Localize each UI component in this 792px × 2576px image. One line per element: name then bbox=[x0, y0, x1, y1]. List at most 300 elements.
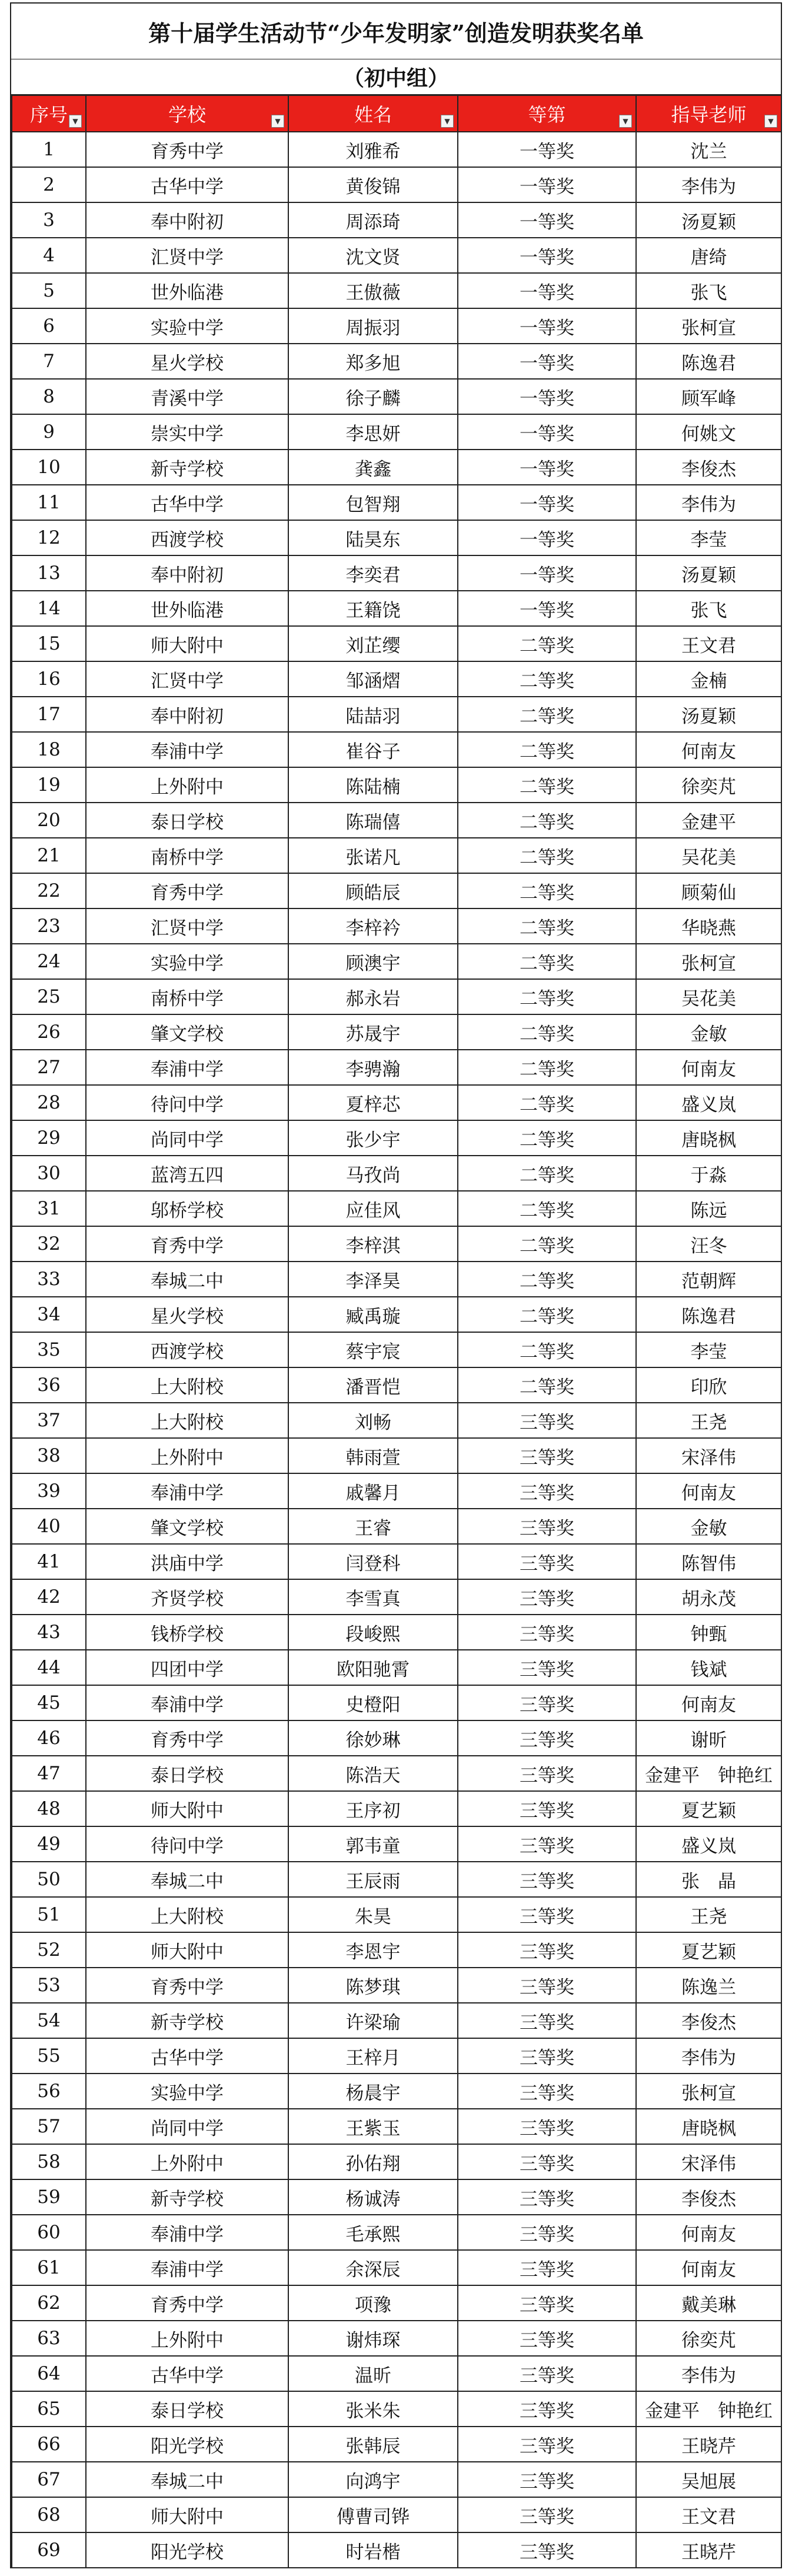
cell-award-grade[interactable]: 三等奖 bbox=[458, 2038, 636, 2074]
cell-student-name[interactable]: 李泽昊 bbox=[288, 1262, 458, 1297]
cell-student-name[interactable]: 李骋瀚 bbox=[288, 1050, 458, 1085]
cell-teacher[interactable]: 戴美琳 bbox=[636, 2285, 781, 2321]
cell-school[interactable]: 待问中学 bbox=[86, 1826, 288, 1862]
cell-index[interactable]: 55 bbox=[12, 2038, 86, 2074]
cell-school[interactable]: 阳光学校 bbox=[86, 2427, 288, 2462]
cell-teacher[interactable]: 李俊杰 bbox=[636, 450, 781, 485]
cell-award-grade[interactable]: 一等奖 bbox=[458, 485, 636, 520]
cell-index[interactable]: 61 bbox=[12, 2250, 86, 2285]
cell-teacher[interactable]: 金建平 bbox=[636, 803, 781, 838]
cell-award-grade[interactable]: 三等奖 bbox=[458, 1615, 636, 1650]
cell-index[interactable]: 60 bbox=[12, 2215, 86, 2250]
cell-student-name[interactable]: 王籍饶 bbox=[288, 591, 458, 626]
cell-school[interactable]: 奉中附初 bbox=[86, 555, 288, 591]
cell-school[interactable]: 西渡学校 bbox=[86, 1332, 288, 1367]
cell-index[interactable]: 9 bbox=[12, 414, 86, 450]
cell-award-grade[interactable]: 二等奖 bbox=[458, 944, 636, 979]
cell-index[interactable]: 4 bbox=[12, 238, 86, 273]
cell-index[interactable]: 24 bbox=[12, 944, 86, 979]
cell-teacher[interactable]: 徐奕芃 bbox=[636, 2321, 781, 2356]
filter-dropdown-icon[interactable]: ▼ bbox=[764, 115, 777, 128]
cell-school[interactable]: 新寺学校 bbox=[86, 2179, 288, 2215]
cell-index[interactable]: 15 bbox=[12, 626, 86, 661]
cell-award-grade[interactable]: 三等奖 bbox=[458, 1650, 636, 1685]
cell-student-name[interactable]: 陈浩天 bbox=[288, 1756, 458, 1791]
cell-teacher[interactable]: 何姚文 bbox=[636, 414, 781, 450]
cell-student-name[interactable]: 刘芷缨 bbox=[288, 626, 458, 661]
cell-award-grade[interactable]: 三等奖 bbox=[458, 1968, 636, 2003]
cell-teacher[interactable]: 唐绮 bbox=[636, 238, 781, 273]
cell-award-grade[interactable]: 二等奖 bbox=[458, 1085, 636, 1120]
cell-award-grade[interactable]: 一等奖 bbox=[458, 132, 636, 167]
cell-student-name[interactable]: 李奕君 bbox=[288, 555, 458, 591]
cell-student-name[interactable]: 王序初 bbox=[288, 1791, 458, 1826]
cell-index[interactable]: 5 bbox=[12, 273, 86, 308]
cell-school[interactable]: 上外附中 bbox=[86, 1438, 288, 1473]
cell-teacher[interactable]: 宋泽伟 bbox=[636, 2144, 781, 2179]
cell-teacher[interactable]: 盛义岚 bbox=[636, 1085, 781, 1120]
cell-student-name[interactable]: 王梓月 bbox=[288, 2038, 458, 2074]
cell-student-name[interactable]: 顾皓辰 bbox=[288, 873, 458, 908]
cell-school[interactable]: 南桥中学 bbox=[86, 838, 288, 873]
cell-school[interactable]: 泰日学校 bbox=[86, 1756, 288, 1791]
cell-school[interactable]: 洪庙中学 bbox=[86, 1544, 288, 1579]
cell-teacher[interactable]: 唐晓枫 bbox=[636, 1120, 781, 1156]
cell-student-name[interactable]: 孙佑翔 bbox=[288, 2144, 458, 2179]
cell-teacher[interactable]: 王晓芹 bbox=[636, 2532, 781, 2568]
cell-index[interactable]: 49 bbox=[12, 1826, 86, 1862]
cell-teacher[interactable]: 沈兰 bbox=[636, 132, 781, 167]
cell-school[interactable]: 育秀中学 bbox=[86, 1720, 288, 1756]
cell-index[interactable]: 30 bbox=[12, 1156, 86, 1191]
cell-index[interactable]: 29 bbox=[12, 1120, 86, 1156]
cell-teacher[interactable]: 李俊杰 bbox=[636, 2003, 781, 2038]
cell-school[interactable]: 汇贤中学 bbox=[86, 908, 288, 944]
cell-award-grade[interactable]: 一等奖 bbox=[458, 344, 636, 379]
cell-award-grade[interactable]: 三等奖 bbox=[458, 1897, 636, 1932]
cell-index[interactable]: 31 bbox=[12, 1191, 86, 1226]
cell-teacher[interactable]: 钱斌 bbox=[636, 1650, 781, 1685]
cell-school[interactable]: 星火学校 bbox=[86, 344, 288, 379]
cell-teacher[interactable]: 钟甄 bbox=[636, 1615, 781, 1650]
cell-school[interactable]: 邬桥学校 bbox=[86, 1191, 288, 1226]
cell-school[interactable]: 师大附中 bbox=[86, 626, 288, 661]
cell-teacher[interactable]: 张 晶 bbox=[636, 1862, 781, 1897]
cell-teacher[interactable]: 何南友 bbox=[636, 1050, 781, 1085]
cell-student-name[interactable]: 郭韦童 bbox=[288, 1826, 458, 1862]
cell-index[interactable]: 27 bbox=[12, 1050, 86, 1085]
cell-student-name[interactable]: 王睿 bbox=[288, 1509, 458, 1544]
cell-student-name[interactable]: 朱昊 bbox=[288, 1897, 458, 1932]
cell-school[interactable]: 世外临港 bbox=[86, 591, 288, 626]
cell-school[interactable]: 奉城二中 bbox=[86, 1262, 288, 1297]
cell-index[interactable]: 37 bbox=[12, 1403, 86, 1438]
cell-index[interactable]: 11 bbox=[12, 485, 86, 520]
cell-teacher[interactable]: 何南友 bbox=[636, 2215, 781, 2250]
cell-index[interactable]: 52 bbox=[12, 1932, 86, 1968]
cell-school[interactable]: 上大附校 bbox=[86, 1403, 288, 1438]
cell-award-grade[interactable]: 三等奖 bbox=[458, 1720, 636, 1756]
cell-teacher[interactable]: 金敏 bbox=[636, 1014, 781, 1050]
cell-student-name[interactable]: 刘畅 bbox=[288, 1403, 458, 1438]
cell-teacher[interactable]: 张飞 bbox=[636, 273, 781, 308]
cell-teacher[interactable]: 李俊杰 bbox=[636, 2179, 781, 2215]
cell-student-name[interactable]: 包智翔 bbox=[288, 485, 458, 520]
cell-school[interactable]: 实验中学 bbox=[86, 944, 288, 979]
cell-teacher[interactable]: 金建平 钟艳红 bbox=[636, 2391, 781, 2427]
cell-teacher[interactable]: 汪冬 bbox=[636, 1226, 781, 1262]
cell-student-name[interactable]: 李思妍 bbox=[288, 414, 458, 450]
cell-student-name[interactable]: 杨诚涛 bbox=[288, 2179, 458, 2215]
cell-index[interactable]: 48 bbox=[12, 1791, 86, 1826]
cell-index[interactable]: 41 bbox=[12, 1544, 86, 1579]
cell-student-name[interactable]: 苏晟宇 bbox=[288, 1014, 458, 1050]
cell-award-grade[interactable]: 三等奖 bbox=[458, 2427, 636, 2462]
cell-school[interactable]: 新寺学校 bbox=[86, 450, 288, 485]
cell-student-name[interactable]: 许梁瑜 bbox=[288, 2003, 458, 2038]
cell-teacher[interactable]: 印欣 bbox=[636, 1367, 781, 1403]
cell-teacher[interactable]: 陈逸君 bbox=[636, 1297, 781, 1332]
cell-teacher[interactable]: 汤夏颖 bbox=[636, 555, 781, 591]
cell-award-grade[interactable]: 一等奖 bbox=[458, 238, 636, 273]
cell-school[interactable]: 西渡学校 bbox=[86, 520, 288, 555]
cell-teacher[interactable]: 夏艺颖 bbox=[636, 1932, 781, 1968]
cell-award-grade[interactable]: 三等奖 bbox=[458, 2109, 636, 2144]
cell-student-name[interactable]: 毛承熙 bbox=[288, 2215, 458, 2250]
cell-student-name[interactable]: 谢炜琛 bbox=[288, 2321, 458, 2356]
cell-student-name[interactable]: 段峻熙 bbox=[288, 1615, 458, 1650]
cell-student-name[interactable]: 沈文贤 bbox=[288, 238, 458, 273]
cell-teacher[interactable]: 何南友 bbox=[636, 1685, 781, 1720]
cell-index[interactable]: 58 bbox=[12, 2144, 86, 2179]
cell-student-name[interactable]: 王辰雨 bbox=[288, 1862, 458, 1897]
cell-index[interactable]: 20 bbox=[12, 803, 86, 838]
cell-index[interactable]: 3 bbox=[12, 202, 86, 238]
cell-index[interactable]: 56 bbox=[12, 2074, 86, 2109]
cell-student-name[interactable]: 张诺凡 bbox=[288, 838, 458, 873]
cell-school[interactable]: 奉浦中学 bbox=[86, 2215, 288, 2250]
cell-index[interactable]: 62 bbox=[12, 2285, 86, 2321]
cell-index[interactable]: 46 bbox=[12, 1720, 86, 1756]
cell-teacher[interactable]: 胡永茂 bbox=[636, 1579, 781, 1615]
cell-index[interactable]: 8 bbox=[12, 379, 86, 414]
cell-teacher[interactable]: 盛义岚 bbox=[636, 1826, 781, 1862]
cell-index[interactable]: 21 bbox=[12, 838, 86, 873]
cell-school[interactable]: 钱桥学校 bbox=[86, 1615, 288, 1650]
cell-award-grade[interactable]: 二等奖 bbox=[458, 1156, 636, 1191]
cell-teacher[interactable]: 谢昕 bbox=[636, 1720, 781, 1756]
cell-index[interactable]: 64 bbox=[12, 2356, 86, 2391]
cell-school[interactable]: 泰日学校 bbox=[86, 2391, 288, 2427]
cell-school[interactable]: 四团中学 bbox=[86, 1650, 288, 1685]
cell-award-grade[interactable]: 三等奖 bbox=[458, 1826, 636, 1862]
cell-school[interactable]: 崇实中学 bbox=[86, 414, 288, 450]
cell-index[interactable]: 44 bbox=[12, 1650, 86, 1685]
cell-school[interactable]: 古华中学 bbox=[86, 485, 288, 520]
cell-school[interactable]: 师大附中 bbox=[86, 1932, 288, 1968]
cell-student-name[interactable]: 陈陆楠 bbox=[288, 767, 458, 803]
cell-student-name[interactable]: 张少宇 bbox=[288, 1120, 458, 1156]
cell-index[interactable]: 36 bbox=[12, 1367, 86, 1403]
cell-teacher[interactable]: 李伟为 bbox=[636, 167, 781, 202]
cell-teacher[interactable]: 张飞 bbox=[636, 591, 781, 626]
cell-student-name[interactable]: 郑多旭 bbox=[288, 344, 458, 379]
cell-award-grade[interactable]: 三等奖 bbox=[458, 2532, 636, 2568]
cell-award-grade[interactable]: 一等奖 bbox=[458, 450, 636, 485]
cell-school[interactable]: 新寺学校 bbox=[86, 2003, 288, 2038]
cell-index[interactable]: 40 bbox=[12, 1509, 86, 1544]
cell-teacher[interactable]: 华晓燕 bbox=[636, 908, 781, 944]
cell-student-name[interactable]: 温昕 bbox=[288, 2356, 458, 2391]
cell-index[interactable]: 47 bbox=[12, 1756, 86, 1791]
cell-school[interactable]: 肇文学校 bbox=[86, 1014, 288, 1050]
cell-award-grade[interactable]: 二等奖 bbox=[458, 1332, 636, 1367]
cell-index[interactable]: 28 bbox=[12, 1085, 86, 1120]
cell-teacher[interactable]: 张柯宣 bbox=[636, 308, 781, 344]
cell-school[interactable]: 育秀中学 bbox=[86, 2285, 288, 2321]
cell-award-grade[interactable]: 一等奖 bbox=[458, 555, 636, 591]
cell-student-name[interactable]: 陈梦琪 bbox=[288, 1968, 458, 2003]
cell-student-name[interactable]: 项豫 bbox=[288, 2285, 458, 2321]
cell-school[interactable]: 实验中学 bbox=[86, 308, 288, 344]
cell-index[interactable]: 67 bbox=[12, 2462, 86, 2497]
cell-teacher[interactable]: 顾菊仙 bbox=[636, 873, 781, 908]
cell-index[interactable]: 7 bbox=[12, 344, 86, 379]
cell-award-grade[interactable]: 一等奖 bbox=[458, 414, 636, 450]
cell-index[interactable]: 38 bbox=[12, 1438, 86, 1473]
cell-index[interactable]: 34 bbox=[12, 1297, 86, 1332]
cell-index[interactable]: 42 bbox=[12, 1579, 86, 1615]
cell-teacher[interactable]: 李伟为 bbox=[636, 485, 781, 520]
cell-student-name[interactable]: 陈瑞僖 bbox=[288, 803, 458, 838]
cell-school[interactable]: 实验中学 bbox=[86, 2074, 288, 2109]
cell-award-grade[interactable]: 三等奖 bbox=[458, 1932, 636, 1968]
cell-teacher[interactable]: 顾军峰 bbox=[636, 379, 781, 414]
cell-award-grade[interactable]: 二等奖 bbox=[458, 1050, 636, 1085]
cell-index[interactable]: 22 bbox=[12, 873, 86, 908]
cell-school[interactable]: 奉中附初 bbox=[86, 697, 288, 732]
cell-school[interactable]: 奉城二中 bbox=[86, 2462, 288, 2497]
cell-student-name[interactable]: 夏梓芯 bbox=[288, 1085, 458, 1120]
cell-student-name[interactable]: 潘晋恺 bbox=[288, 1367, 458, 1403]
cell-student-name[interactable]: 陆昊东 bbox=[288, 520, 458, 555]
cell-teacher[interactable]: 唐晓枫 bbox=[636, 2109, 781, 2144]
cell-teacher[interactable]: 吴花美 bbox=[636, 838, 781, 873]
cell-school[interactable]: 泰日学校 bbox=[86, 803, 288, 838]
cell-teacher[interactable]: 汤夏颖 bbox=[636, 202, 781, 238]
cell-index[interactable]: 17 bbox=[12, 697, 86, 732]
cell-award-grade[interactable]: 一等奖 bbox=[458, 308, 636, 344]
cell-teacher[interactable]: 李伟为 bbox=[636, 2356, 781, 2391]
cell-school[interactable]: 上外附中 bbox=[86, 767, 288, 803]
cell-index[interactable]: 1 bbox=[12, 132, 86, 167]
cell-school[interactable]: 上外附中 bbox=[86, 2144, 288, 2179]
cell-teacher[interactable]: 王尧 bbox=[636, 1897, 781, 1932]
cell-teacher[interactable]: 王文君 bbox=[636, 2497, 781, 2532]
cell-award-grade[interactable]: 二等奖 bbox=[458, 873, 636, 908]
cell-award-grade[interactable]: 一等奖 bbox=[458, 379, 636, 414]
cell-student-name[interactable]: 周添琦 bbox=[288, 202, 458, 238]
cell-school[interactable]: 上外附中 bbox=[86, 2321, 288, 2356]
cell-award-grade[interactable]: 二等奖 bbox=[458, 838, 636, 873]
cell-award-grade[interactable]: 三等奖 bbox=[458, 1791, 636, 1826]
cell-teacher[interactable]: 王文君 bbox=[636, 626, 781, 661]
filter-dropdown-icon[interactable]: ▼ bbox=[441, 115, 454, 128]
cell-school[interactable]: 蓝湾五四 bbox=[86, 1156, 288, 1191]
cell-award-grade[interactable]: 三等奖 bbox=[458, 2497, 636, 2532]
cell-student-name[interactable]: 李雪真 bbox=[288, 1579, 458, 1615]
cell-student-name[interactable]: 龚鑫 bbox=[288, 450, 458, 485]
cell-award-grade[interactable]: 二等奖 bbox=[458, 732, 636, 767]
cell-index[interactable]: 43 bbox=[12, 1615, 86, 1650]
cell-student-name[interactable]: 刘雅希 bbox=[288, 132, 458, 167]
cell-award-grade[interactable]: 二等奖 bbox=[458, 1226, 636, 1262]
cell-teacher[interactable]: 金楠 bbox=[636, 661, 781, 697]
cell-award-grade[interactable]: 三等奖 bbox=[458, 1544, 636, 1579]
cell-student-name[interactable]: 闫登科 bbox=[288, 1544, 458, 1579]
cell-award-grade[interactable]: 二等奖 bbox=[458, 661, 636, 697]
cell-school[interactable]: 古华中学 bbox=[86, 2356, 288, 2391]
cell-award-grade[interactable]: 三等奖 bbox=[458, 2215, 636, 2250]
cell-index[interactable]: 6 bbox=[12, 308, 86, 344]
cell-index[interactable]: 25 bbox=[12, 979, 86, 1014]
cell-award-grade[interactable]: 三等奖 bbox=[458, 1579, 636, 1615]
cell-student-name[interactable]: 傅曹司铧 bbox=[288, 2497, 458, 2532]
cell-award-grade[interactable]: 三等奖 bbox=[458, 1438, 636, 1473]
cell-school[interactable]: 上大附校 bbox=[86, 1367, 288, 1403]
cell-award-grade[interactable]: 二等奖 bbox=[458, 979, 636, 1014]
cell-award-grade[interactable]: 三等奖 bbox=[458, 2074, 636, 2109]
cell-school[interactable]: 奉中附初 bbox=[86, 202, 288, 238]
cell-teacher[interactable]: 范朝辉 bbox=[636, 1262, 781, 1297]
cell-student-name[interactable]: 韩雨萱 bbox=[288, 1438, 458, 1473]
cell-student-name[interactable]: 马孜尚 bbox=[288, 1156, 458, 1191]
cell-index[interactable]: 57 bbox=[12, 2109, 86, 2144]
cell-student-name[interactable]: 陆喆羽 bbox=[288, 697, 458, 732]
cell-school[interactable]: 育秀中学 bbox=[86, 132, 288, 167]
cell-student-name[interactable]: 崔谷子 bbox=[288, 732, 458, 767]
cell-award-grade[interactable]: 三等奖 bbox=[458, 2144, 636, 2179]
cell-teacher[interactable]: 于淼 bbox=[636, 1156, 781, 1191]
cell-teacher[interactable]: 宋泽伟 bbox=[636, 1438, 781, 1473]
cell-teacher[interactable]: 陈远 bbox=[636, 1191, 781, 1226]
cell-award-grade[interactable]: 二等奖 bbox=[458, 1262, 636, 1297]
cell-index[interactable]: 35 bbox=[12, 1332, 86, 1367]
cell-student-name[interactable]: 黄俊锦 bbox=[288, 167, 458, 202]
cell-award-grade[interactable]: 一等奖 bbox=[458, 167, 636, 202]
cell-school[interactable]: 阳光学校 bbox=[86, 2532, 288, 2568]
cell-teacher[interactable]: 王晓芹 bbox=[636, 2427, 781, 2462]
cell-teacher[interactable]: 李莹 bbox=[636, 520, 781, 555]
cell-award-grade[interactable]: 一等奖 bbox=[458, 591, 636, 626]
cell-award-grade[interactable]: 一等奖 bbox=[458, 202, 636, 238]
cell-teacher[interactable]: 陈逸兰 bbox=[636, 1968, 781, 2003]
cell-teacher[interactable]: 吴花美 bbox=[636, 979, 781, 1014]
cell-award-grade[interactable]: 三等奖 bbox=[458, 2462, 636, 2497]
cell-index[interactable]: 19 bbox=[12, 767, 86, 803]
cell-index[interactable]: 23 bbox=[12, 908, 86, 944]
cell-index[interactable]: 39 bbox=[12, 1473, 86, 1509]
cell-school[interactable]: 古华中学 bbox=[86, 167, 288, 202]
cell-award-grade[interactable]: 三等奖 bbox=[458, 2391, 636, 2427]
cell-student-name[interactable]: 王紫玉 bbox=[288, 2109, 458, 2144]
cell-student-name[interactable]: 蔡宇宸 bbox=[288, 1332, 458, 1367]
cell-index[interactable]: 26 bbox=[12, 1014, 86, 1050]
cell-index[interactable]: 53 bbox=[12, 1968, 86, 2003]
cell-index[interactable]: 14 bbox=[12, 591, 86, 626]
cell-index[interactable]: 50 bbox=[12, 1862, 86, 1897]
cell-teacher[interactable]: 张柯宣 bbox=[636, 2074, 781, 2109]
cell-award-grade[interactable]: 二等奖 bbox=[458, 626, 636, 661]
cell-award-grade[interactable]: 二等奖 bbox=[458, 1367, 636, 1403]
cell-school[interactable]: 奉浦中学 bbox=[86, 1473, 288, 1509]
cell-student-name[interactable]: 张米朱 bbox=[288, 2391, 458, 2427]
cell-award-grade[interactable]: 三等奖 bbox=[458, 1685, 636, 1720]
cell-award-grade[interactable]: 三等奖 bbox=[458, 2356, 636, 2391]
cell-teacher[interactable]: 陈逸君 bbox=[636, 344, 781, 379]
cell-teacher[interactable]: 汤夏颖 bbox=[636, 697, 781, 732]
cell-teacher[interactable]: 李莹 bbox=[636, 1332, 781, 1367]
cell-index[interactable]: 54 bbox=[12, 2003, 86, 2038]
cell-award-grade[interactable]: 二等奖 bbox=[458, 803, 636, 838]
cell-award-grade[interactable]: 三等奖 bbox=[458, 2285, 636, 2321]
cell-teacher[interactable]: 王尧 bbox=[636, 1403, 781, 1438]
cell-index[interactable]: 68 bbox=[12, 2497, 86, 2532]
cell-index[interactable]: 65 bbox=[12, 2391, 86, 2427]
cell-student-name[interactable]: 史橙阳 bbox=[288, 1685, 458, 1720]
cell-index[interactable]: 2 bbox=[12, 167, 86, 202]
cell-school[interactable]: 上大附校 bbox=[86, 1897, 288, 1932]
cell-school[interactable]: 尚同中学 bbox=[86, 1120, 288, 1156]
cell-school[interactable]: 奉浦中学 bbox=[86, 1050, 288, 1085]
cell-school[interactable]: 奉浦中学 bbox=[86, 2250, 288, 2285]
cell-student-name[interactable]: 王傲薇 bbox=[288, 273, 458, 308]
cell-index[interactable]: 51 bbox=[12, 1897, 86, 1932]
cell-school[interactable]: 青溪中学 bbox=[86, 379, 288, 414]
cell-award-grade[interactable]: 三等奖 bbox=[458, 1509, 636, 1544]
cell-school[interactable]: 汇贤中学 bbox=[86, 661, 288, 697]
cell-school[interactable]: 奉城二中 bbox=[86, 1862, 288, 1897]
cell-index[interactable]: 18 bbox=[12, 732, 86, 767]
cell-student-name[interactable]: 徐子麟 bbox=[288, 379, 458, 414]
cell-school[interactable]: 世外临港 bbox=[86, 273, 288, 308]
cell-student-name[interactable]: 余深辰 bbox=[288, 2250, 458, 2285]
cell-school[interactable]: 古华中学 bbox=[86, 2038, 288, 2074]
filter-dropdown-icon[interactable]: ▼ bbox=[69, 115, 82, 128]
cell-award-grade[interactable]: 一等奖 bbox=[458, 273, 636, 308]
cell-school[interactable]: 奉浦中学 bbox=[86, 1685, 288, 1720]
cell-school[interactable]: 齐贤学校 bbox=[86, 1579, 288, 1615]
cell-award-grade[interactable]: 三等奖 bbox=[458, 1862, 636, 1897]
cell-index[interactable]: 66 bbox=[12, 2427, 86, 2462]
cell-school[interactable]: 尚同中学 bbox=[86, 2109, 288, 2144]
cell-index[interactable]: 63 bbox=[12, 2321, 86, 2356]
cell-index[interactable]: 33 bbox=[12, 1262, 86, 1297]
cell-award-grade[interactable]: 三等奖 bbox=[458, 2321, 636, 2356]
cell-award-grade[interactable]: 三等奖 bbox=[458, 2250, 636, 2285]
cell-student-name[interactable]: 戚馨月 bbox=[288, 1473, 458, 1509]
cell-award-grade[interactable]: 二等奖 bbox=[458, 767, 636, 803]
cell-school[interactable]: 奉浦中学 bbox=[86, 732, 288, 767]
cell-teacher[interactable]: 何南友 bbox=[636, 2250, 781, 2285]
cell-award-grade[interactable]: 二等奖 bbox=[458, 908, 636, 944]
cell-award-grade[interactable]: 二等奖 bbox=[458, 1014, 636, 1050]
cell-school[interactable]: 汇贤中学 bbox=[86, 238, 288, 273]
cell-student-name[interactable]: 张韩辰 bbox=[288, 2427, 458, 2462]
cell-teacher[interactable]: 金建平 钟艳红 bbox=[636, 1756, 781, 1791]
cell-student-name[interactable]: 郝永岩 bbox=[288, 979, 458, 1014]
cell-index[interactable]: 59 bbox=[12, 2179, 86, 2215]
